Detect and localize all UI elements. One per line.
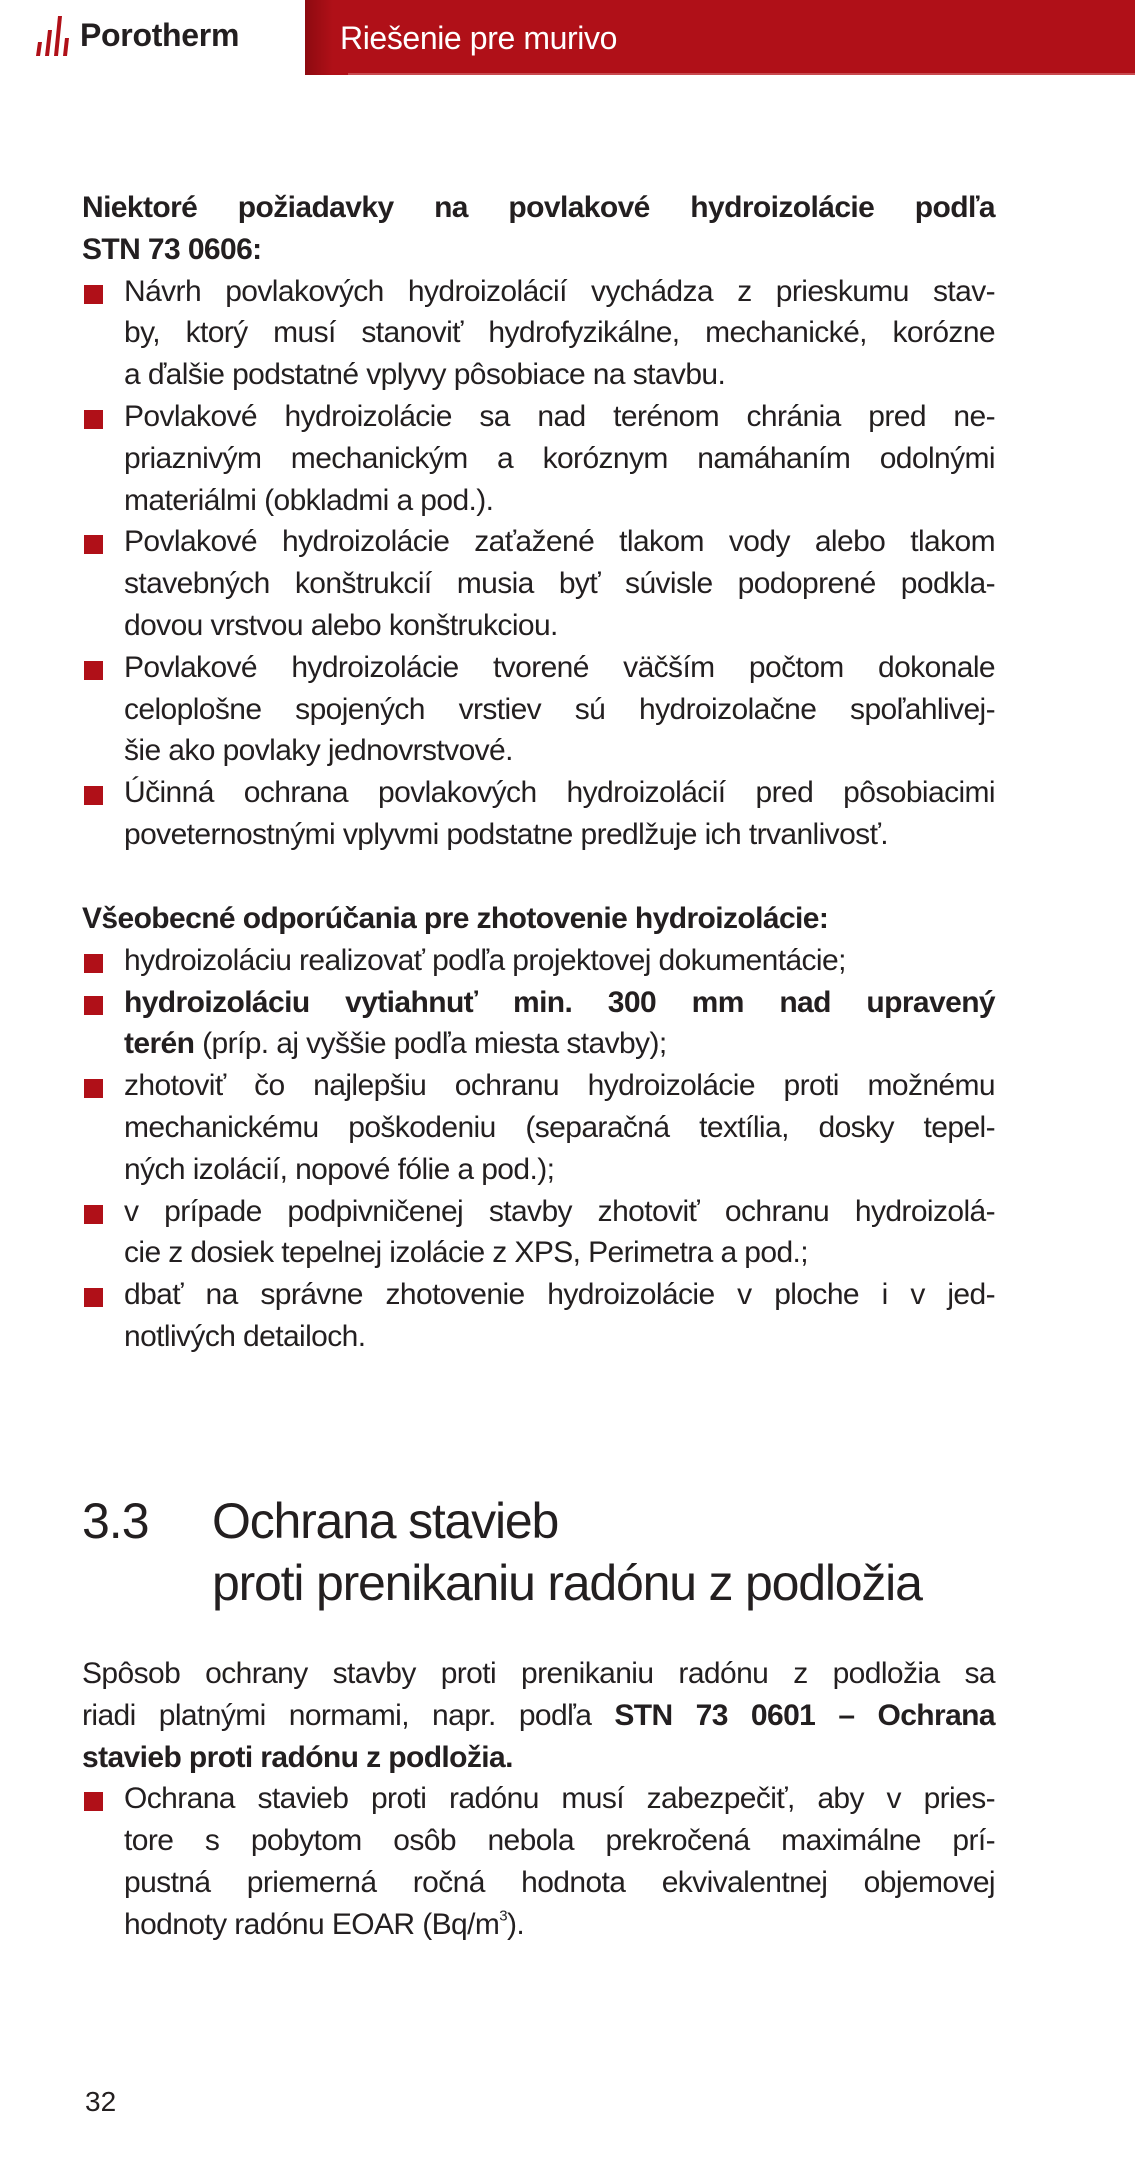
list-item-text: (príp. aj vyššie podľa miesta stavby); xyxy=(194,1027,667,1061)
list-item-text: cie z dosiek tepelnej izolácie z XPS, Perimetra a pod.; xyxy=(124,1236,809,1270)
bullet-square-icon xyxy=(84,410,103,429)
list-item-text: a ďalšie podstatné vplyvy pôsobiace na stavbu. xyxy=(124,358,726,392)
list-item xyxy=(82,647,995,772)
list-item xyxy=(82,1778,995,1945)
list-item-text: Povlakové hydroizolácie tvorené väčším počtom dokonale xyxy=(124,650,995,684)
list-item-text: materiálmi (obkladmi a pod.). xyxy=(124,483,494,517)
section-number: 3.3 xyxy=(82,1493,149,1549)
list-item-text: hodnoty radónu EOAR (Bq/m xyxy=(124,1907,500,1941)
bullet-square-icon xyxy=(84,1079,103,1098)
standard-reference: STN 73 0601 – Ochrana xyxy=(614,1698,995,1732)
banner-title: Riešenie pre murivo xyxy=(340,20,617,56)
list-item xyxy=(82,940,995,982)
list-item xyxy=(82,271,995,396)
list-item-text: Povlakové hydroizolácie zaťažené tlakom vody alebo tlakom xyxy=(124,525,995,559)
bullet-square-icon xyxy=(84,535,103,554)
paragraph-line: Spôsob ochrany stavby proti prenikaniu radónu z podložia sa xyxy=(82,1657,995,1690)
list-item-text xyxy=(124,1023,667,1065)
paragraph-text: riadi platnými normami, napr. podľa xyxy=(82,1698,615,1732)
list-item-text: hydroizoláciu realizovať podľa projektovej dokumentácie; xyxy=(124,943,846,977)
list-item-text: poveternostnými vplyvmi podstatne predlžuje ich trvanlivosť. xyxy=(124,817,888,851)
paragraph-line xyxy=(82,1737,995,1779)
standard-reference: stavieb proti radónu z podložia. xyxy=(82,1740,513,1774)
bullet-square-icon xyxy=(84,285,103,304)
bullet-square-icon xyxy=(84,1792,103,1811)
list-item xyxy=(82,982,995,1066)
porotherm-logo-icon xyxy=(34,14,74,56)
list-item xyxy=(82,521,995,646)
bullet-square-icon xyxy=(84,954,103,973)
list-item-text: priaznivým mechanickým a koróznym namáhaním odolnými xyxy=(124,441,995,475)
list-item-text: pustná priemerná ročná hodnota ekvivalentnej objemovej xyxy=(124,1865,995,1899)
list-item-text: tore s pobytom osôb nebola prekročená maximálne prí- xyxy=(124,1824,995,1858)
list-item-text: Účinná ochrana povlakových hydroizolácií pred pôsobiacimi xyxy=(124,776,995,810)
paragraph-line xyxy=(82,1695,995,1737)
header-banner xyxy=(305,0,1135,75)
page-number: 32 xyxy=(85,2086,117,2117)
list-item xyxy=(82,396,995,521)
list-item-text: notlivých detailoch. xyxy=(124,1319,366,1353)
list-item-text: stavebných konštrukcií musia byť súvisle podoprené podkla- xyxy=(124,567,995,601)
radon-section xyxy=(82,1653,995,1946)
bullet-square-icon xyxy=(84,996,103,1015)
list-item-text: šie ako povlaky jednovrstvové. xyxy=(124,734,513,768)
porotherm-logo xyxy=(34,14,239,56)
list-item-text: v prípade podpivničenej stavby zhotoviť ochranu hydroizolá- xyxy=(124,1194,995,1228)
superscript: 3 xyxy=(499,1907,507,1925)
bullet-square-icon xyxy=(84,1205,103,1224)
section-title-line: Ochrana stavieb xyxy=(212,1493,559,1549)
list-item-text: Povlakové hydroizolácie sa nad terénom chránia pred ne- xyxy=(124,399,995,433)
list-item xyxy=(82,1274,995,1358)
list-item-text xyxy=(124,1904,524,1946)
list-item-text: ných izolácií, nopové fólie a pod.); xyxy=(124,1152,555,1186)
list-item-text: celoplošne spojených vrstiev sú hydroizolačne spoľahlivej- xyxy=(124,692,995,726)
bullet-square-icon xyxy=(84,786,103,805)
list-item-text: dbať na správne zhotovenie hydroizolácie v ploche i v jed- xyxy=(124,1278,995,1312)
list-item-text: zhotoviť čo najlepšiu ochranu hydroizolácie proti možnému xyxy=(124,1069,995,1103)
list-item-text: ). xyxy=(506,1907,525,1941)
bold-text: terén xyxy=(124,1027,195,1061)
list-item xyxy=(82,1065,995,1190)
list-item-text: hydroizoláciu vytiahnuť min. 300 mm nad upravený xyxy=(124,985,995,1019)
requirements-section xyxy=(82,187,995,856)
bullet-square-icon xyxy=(84,1288,103,1307)
section-heading: Niektoré požiadavky na povlakové hydroizolácie podľa xyxy=(82,191,995,224)
list-item-text: by, ktorý musí stanoviť hydrofyzikálne, mechanické, korózne xyxy=(124,316,995,350)
section-heading: Všeobecné odporúčania pre zhotovenie hydroizolácie: xyxy=(82,902,829,935)
section-title xyxy=(212,1490,1002,1614)
list-item-text: Návrh povlakových hydroizolácií vychádza z prieskumu stav- xyxy=(124,274,995,308)
list-item xyxy=(82,1191,995,1275)
list-item-text: Ochrana stavieb proti radónu musí zabezpečiť, aby v pries- xyxy=(124,1782,995,1816)
bullet-square-icon xyxy=(84,661,103,680)
list-item xyxy=(82,772,995,856)
list-item-text: dovou vrstvou alebo konštrukciou. xyxy=(124,608,558,642)
list-item-text: mechanickému poškodeniu (separačná textília, dosky tepel- xyxy=(124,1110,995,1144)
recommendations-section xyxy=(82,898,995,1358)
section-title-line: proti prenikaniu radónu z podložia xyxy=(212,1555,922,1611)
section-heading: STN 73 0606: xyxy=(82,232,262,266)
logo-text: Porotherm xyxy=(80,17,240,53)
